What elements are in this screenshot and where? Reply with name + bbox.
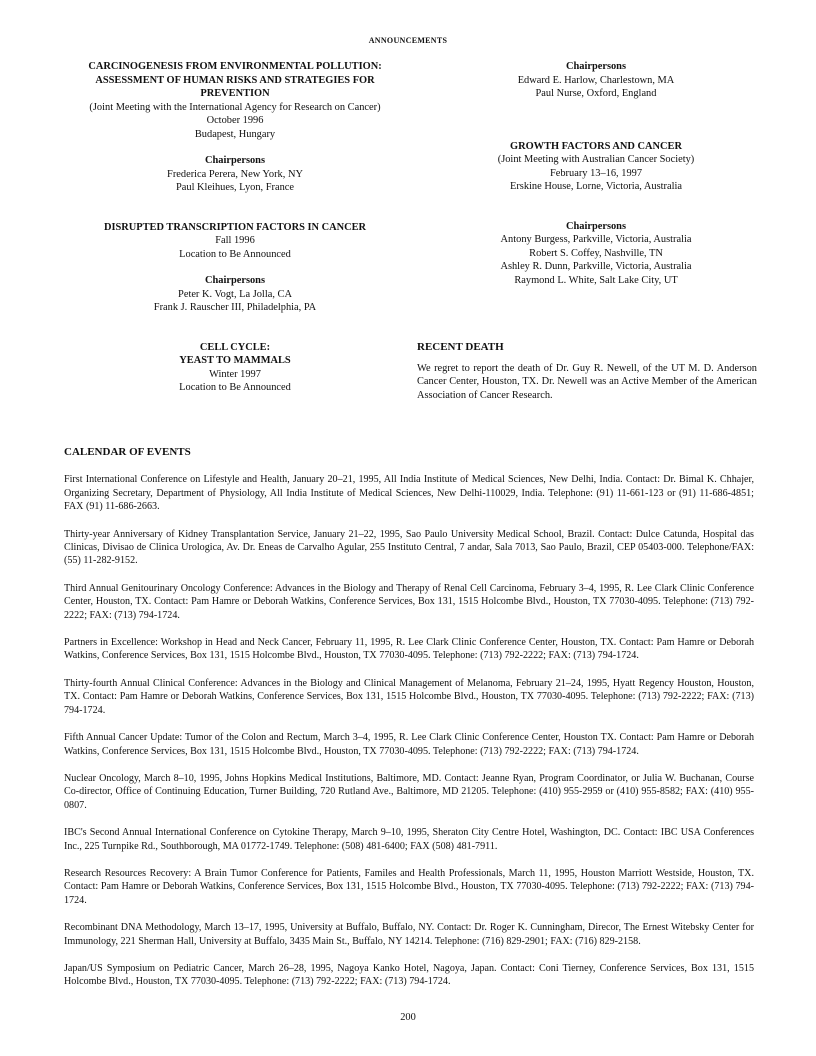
section-heading: DISRUPTED TRANSCRIPTION FACTORS IN CANCER <box>103 221 367 233</box>
section-line: Ashley R. Dunn, Parkville, Victoria, Australia <box>500 261 692 272</box>
calendar-title: CALENDAR OF EVENTS <box>64 446 191 458</box>
event-entry: Recombinant DNA Methodology, March 13–17, 1995, University at Buffalo, Buffalo, NY. Contact: Dr. Roger K. Cunningham, Direcor, The Ernest Witebsky Center for Immunology, 221 Sherman Hall, University at Buffalo, 3435 Main St., Buffalo, NY 14214. Telephone: (716) 829-2901; FAX: (716) 829-2158. <box>64 922 754 947</box>
spacer <box>60 315 410 328</box>
spacer <box>60 141 410 154</box>
spacer <box>428 101 764 114</box>
recent-death-section <box>417 341 757 402</box>
section-line: Erskine House, Lorne, Victoria, Australia <box>509 181 683 192</box>
section-heading: Chairpersons <box>204 155 266 166</box>
event-entry: Research Resources Recovery: A Brain Tumor Conference for Patients, Familes and Health Professionals, March 11, 1995, Houston Marriott Westside, Houston, TX. Contact: Pam Hamre or Deborah Watkins, Conference Services, Box 131, 1515 Holcombe Blvd., Houston, TX 77030-4095. Telephone: (713) 792-2222; FAX: (713) 794-1724. <box>64 867 754 906</box>
spacer <box>60 195 410 208</box>
section-line: Location to Be Announced <box>179 382 291 393</box>
section-line: Edward E. Harlow, Charlestown, MA <box>517 74 675 86</box>
section-line: Antony Burgess, Parkville, Victoria, Australia <box>500 234 692 245</box>
event-entry: Japan/US Symposium on Pediatric Cancer, March 26–28, 1995, Nagoya Kanko Hotel, Nagoya, Japan. Contact: Coni Tierney, Conference Services, Box 131, 1515 Holcombe Blvd., Houston, TX 77030-4095. Telephone: (713) 792-2222; FAX: (713) 794-1724. <box>64 962 754 988</box>
section-line: Winter 1997 <box>209 368 261 380</box>
event-entry: Nuclear Oncology, March 8–10, 1995, Johns Hopkins Medical Institutions, Baltimore, MD. Contact: Jeanne Ryan, Program Coordinator, or Julia W. Buchanan, Course Co-director, Office of Continuing Education, Turner Building, 720 Rutland Ave., Baltimore, MD 21205. Telephone: (410) 955-2959 or (410) 955-8582; FAX: (410) 955-0807. <box>64 772 754 811</box>
left-announcements-column <box>60 60 410 395</box>
right-announcements-column <box>428 60 764 287</box>
section-heading: ASSESSMENT OF HUMAN RISKS AND STRATEGIES FOR <box>95 74 375 86</box>
spacer <box>428 127 764 140</box>
event-entry: IBC's Second Annual International Conference on Cytokine Therapy, March 9–10, 1995, Sheraton City Centre Hotel, Washington, DC. Contact: IBC USA Conferences Inc., 225 Turnpike Rd., Southborough, MA 01772-1749. Telephone: (508) 481-6400; FAX (508) 481-7911. <box>64 827 754 852</box>
spacer <box>60 328 410 341</box>
section-line: Paul Nurse, Oxford, England <box>535 88 657 99</box>
spacer <box>60 261 410 274</box>
section-line: Peter K. Vogt, La Jolla, CA <box>178 288 292 300</box>
recent-death-title: RECENT DEATH <box>417 341 504 353</box>
spacer <box>428 114 764 127</box>
event-entry: Thirty-fourth Annual Clinical Conference: Advances in the Biology and Clinical Management of Melanoma, February 21–24, 1995, Hyatt Regency Houston, Houston, TX. Contact: Pam Hamre or Deborah Watkins, Conference Services, Box 131, 1515 Holcombe Blvd., Houston, TX 77030-4095. Telephone: (713) 792-2222; FAX: (713) 794-1724. <box>64 677 754 716</box>
section-line: Raymond L. White, Salt Lake City, UT <box>514 274 678 286</box>
section-heading: Chairpersons <box>565 61 627 72</box>
section-heading: Chairpersons <box>204 275 266 286</box>
calendar-of-events <box>64 446 754 1003</box>
section-heading: Chairpersons <box>565 220 627 232</box>
running-header: ANNOUNCEMENTS <box>368 36 448 45</box>
section-heading: PREVENTION <box>200 88 270 99</box>
event-entry: Fifth Annual Cancer Update: Tumor of the Colon and Rectum, March 3–4, 1995, R. Lee Clark Clinic Conference Center, Houston TX. Contact: Pam Hamre or Deborah Watkins, Conference Services, Box 131, 1515 Holcombe Blvd., Houston, TX 77030-4095. Telephone: (713) 792-2222; FAX: (713) 794-1724. <box>64 732 754 757</box>
section-line: Fall 1996 <box>215 235 255 246</box>
section-line: Robert S. Coffey, Nashville, TN <box>529 247 663 259</box>
section-heading: GROWTH FACTORS AND CANCER <box>510 140 682 152</box>
event-entry: Third Annual Genitourinary Oncology Conference: Advances in the Biology and Therapy of Renal Cell Carcinoma, February 3–4, 1995, R. Lee Clark Clinic Conference Center, Houston, TX. Contact: Pam Hamre or Deborah Watkins, Conference Services, Box 131, 1515 Holcombe Blvd., Houston, TX 77030-4095. Telephone: (713) 792-2222; FAX: (713) 794-1724. <box>64 582 754 621</box>
event-entry: Partners in Excellence: Workshop in Head and Neck Cancer, February 11, 1995, R. Lee Clark Clinic Conference Center, Houston, TX. Contact: Pam Hamre or Deborah Watkins, Conference Services, Box 131, 1515 Holcombe Blvd., Houston, TX 77030-4095. Telephone: (713) 792-2222; FAX: (713) 794-1724. <box>64 637 754 662</box>
section-line: October 1996 <box>206 115 264 126</box>
recent-death-text: We regret to report the death of Dr. Guy R. Newell, of the UT M. D. Anderson Cancer Center, Houston, TX. Dr. Newell was an Active Member of the American Association of Cancer Research. <box>417 362 757 401</box>
section-line: Frederica Perera, New York, NY <box>167 168 303 180</box>
section-heading: YEAST TO MAMMALS <box>179 355 291 366</box>
section-heading: CELL CYCLE: <box>199 341 271 353</box>
event-entry: First International Conference on Lifestyle and Health, January 20–21, 1995, All India Institute of Medical Sciences, New Delhi, India. Contact: Dr. Bimal K. Chhajer, Organizing Secretary, Department of Physiology, All India Institute of Medical Sciences, New Delhi-110029, India. Telephone: (91) 11-661-123 or (91) 11-686-4851; FAX (91) 11-686-2663. <box>64 474 754 513</box>
section-line: Frank J. Rauscher III, Philadelphia, PA <box>153 302 317 313</box>
page-number: 200 <box>400 1012 416 1023</box>
section-line: Paul Kleihues, Lyon, France <box>175 182 295 193</box>
section-line: Location to Be Announced <box>179 248 291 260</box>
spacer <box>60 208 410 221</box>
section-line: Budapest, Hungary <box>194 128 276 140</box>
section-line: February 13–16, 1997 <box>549 167 643 179</box>
event-list <box>64 473 754 988</box>
section-line: (Joint Meeting with the International Agency for Research on Cancer) <box>89 101 381 113</box>
event-entry: Thirty-year Anniversary of Kidney Transplantation Service, January 21–22, 1995, Sao Paulo University Medical School, Brazil. Contact: Dulce Catunda, Hospital das Clinicas, Divisao de Clinica Urologica, Av. Dr. Eneas de Carvalho Agular, 255 Instituto Central, 7 andar, Sala 7013, Sao Paulo, Brazil, CEP 05403-000. Telephone/FAX: (55) 11-282-9152. <box>64 528 754 567</box>
section-heading: CARCINOGENESIS FROM ENVIRONMENTAL POLLUTION: <box>88 61 382 72</box>
spacer <box>428 207 764 220</box>
spacer <box>428 194 764 207</box>
section-line: (Joint Meeting with Australian Cancer Society) <box>497 154 695 165</box>
